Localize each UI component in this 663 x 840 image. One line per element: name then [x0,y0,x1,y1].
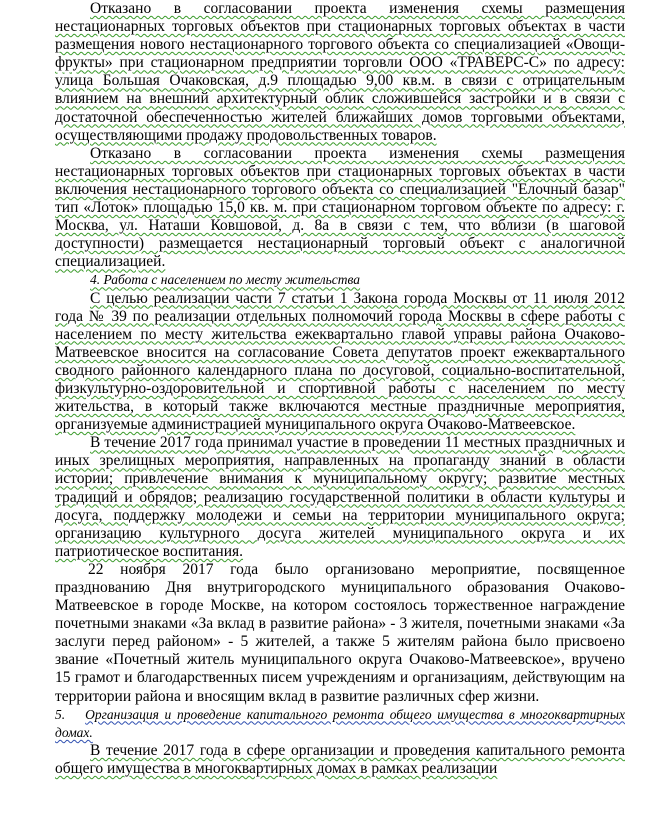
paragraph-refusal-vegetables [55,0,625,145]
section-heading-5: 5. Организация и проведение капитального ремонта общего имущества в многоквартирных домах. [55,706,625,740]
paragraph-text: С целью реализации части 7 статьи 1 Закона города Москвы от 11 июля 2012 года № 39 по реализации отдельных полномочий города Москвы в сфере работы с населением по месту жительства ежеквартально главой управы района Очаково-Матвеевское вносится на согласование Совета депутатов проект ежеквартального сводного районного календарного плана по досуговой, социально-воспитательной, физкультурно-оздоровительной и спортивной работы с населением по месту жительства, в который также включаются местные праздничные мероприятия, организуемые администрацией муниципального округа Очаково-Матвеевское. [55,289,625,434]
paragraph-text: Отказано в согласовании проекта изменения схемы размещения нестационарных торговых объектов при стационарных торговых объектах в части включения нестационарного торгового объекта со специализацией "Елочный базар" тип «Лоток» площадью 15,0 кв. м. при стационарном торговом объекте по адресу: г. Москва, ул. Наташи Ковшовой, д. 8а в связи с тем, что вблизи (в шаговой доступности) размещается нестационарный торговый объект с аналогичной специализацией. [55,144,625,271]
section-heading-4: 4. Работа с населением по месту жительства [90,272,361,288]
paragraph-text: В течение 2017 года принимал участие в проведении 11 местных праздничных и иных зрелищных мероприятия, направленных на пропаганду знаний в области истории; привлечение внимания к муниципальному округу; развитие местных традиций и обрядов; реализацию государственной политики в области культуры и досуга, поддержку молодежи и семьи на территории муниципального округа; организацию культурного досуга жителей муниципального округа и их патриотическое воспитания. [55,434,625,560]
paragraph-text: В течение 2017 года в сфере организации и проведения капитального ремонта общего имущества в многоквартирных домах в рамках реализации [55,741,625,777]
paragraph-text: 22 ноября 2017 года было организовано мероприятие, посвященное празднованию Дня внутригородского муниципального образования Очаково-Матвеевское в городе Москве, на котором состоялось торжественное награждение почетными знаками «За вклад в развитие района» - 3 жителя, почетными знаками «За заслуги перед районом» - 5 жителей, а также 5 жителям района было присвоено звание «Почетный житель муниципального округа Очаково-Матвеевское», вручено 15 грамот и благодарственных писем учреждениям и организациям, действующим на территории района и вносящим вклад в развитие различных сфер жизни. [55,560,625,705]
paragraph-district-day [55,561,625,706]
paragraph-work-with-population [55,290,625,435]
paragraph-local-events [55,434,625,561]
document-page [55,0,625,778]
paragraph-capital-repair [55,742,625,778]
paragraph-text: Отказано в согласовании проекта изменения схемы размещения нестационарных торговых объектов при стационарных торговых объектах в части размещения нового нестационарного торгового объекта со специализацией «Овощи-фрукты» при стационарном предприятии торговли ООО «ТРАВЕРС-С» по адресу: улица Большая Очаковская, д.9 площадью 9,00 кв.м. в связи с отрицательным влиянием на внешний архитектурный облик сложившейся застройки и в связи с достаточной обеспеченностью жителей ближайших домов торговыми объектами, осуществляющими продажу продовольственных товаров. [55,0,625,144]
paragraph-refusal-christmas-market [55,145,625,272]
